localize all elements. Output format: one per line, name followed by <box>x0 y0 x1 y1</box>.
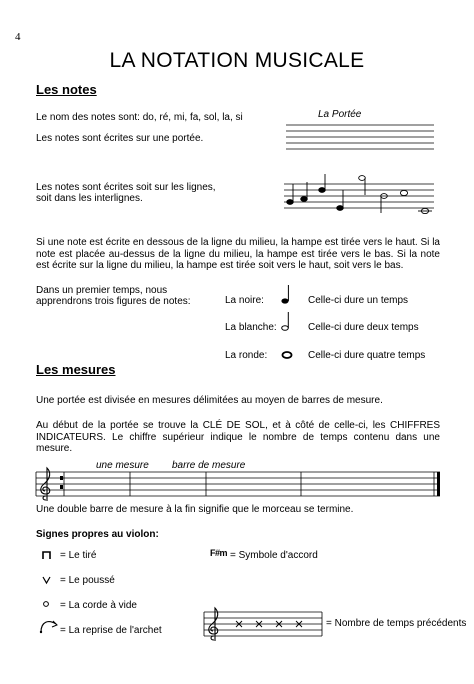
heading-violin-signs: Signes propres au violon: <box>36 529 159 540</box>
chord-symbol-label: = Symbole d'accord <box>230 550 318 561</box>
staff-label: La Portée <box>318 109 362 120</box>
figure-name-blanche: La blanche: <box>225 322 277 333</box>
notes-lines-text-2: soit dans les interlignes. <box>36 193 143 204</box>
mesures-text-1: Une portée est divisée en mesures délimitées au moyen de barres de mesure. <box>36 395 383 406</box>
page-title: LA NOTATION MUSICALE <box>109 49 365 72</box>
heading-notes: Les notes <box>36 82 97 97</box>
figures-intro-1: Dans un premier temps, nous <box>36 285 168 296</box>
sign-label-corde-vide: = La corde à vide <box>60 600 137 611</box>
notes-lines-text-1: Les notes sont écrites soit sur les lignes, <box>36 182 216 193</box>
previous-beats-staff <box>204 608 326 642</box>
sign-label-pousse: = Le poussé <box>60 575 115 586</box>
bow-retake-icon <box>38 618 60 634</box>
figure-desc-blanche: Celle-ci dure deux temps <box>308 322 419 333</box>
figure-name-noire: La noire: <box>225 295 264 306</box>
sign-label-reprise-archet: = La reprise de l'archet <box>60 625 162 636</box>
figure-desc-ronde: Celle-ci dure quatre temps <box>308 350 426 361</box>
mesures-text-2: Au début de la portée se trouve la CLÉ DE SOL, et à côté de celle-ci, les CHIFFRES INDICATEURS. Le chiffre supérieur indique le nombre de temps contenu dans une mesure. <box>36 420 440 454</box>
notes-names-text: Le nom des notes sont: do, ré, mi, fa, sol, la, si <box>36 112 243 123</box>
figures-intro-2: apprendrons trois figures de notes: <box>36 296 191 307</box>
heading-mesures: Les mesures <box>36 362 116 377</box>
mesures-text-3: Une double barre de mesure à la fin signifie que le morceau se termine. <box>36 504 354 515</box>
figure-name-ronde: La ronde: <box>225 350 268 361</box>
chord-symbol-icon: F#m <box>210 548 228 558</box>
label-barre-de-mesure: barre de mesure <box>172 460 246 471</box>
quarter-note-icon <box>280 284 292 306</box>
empty-staff <box>286 124 436 152</box>
notes-staff-text: Les notes sont écrites sur une portée. <box>36 133 204 144</box>
sign-label-tire: = Le tiré <box>60 550 97 561</box>
open-string-icon <box>42 600 50 608</box>
whole-note-icon <box>281 350 293 360</box>
page-number: 4 <box>15 31 21 43</box>
previous-beats-label: = Nombre de temps précédents <box>326 618 467 629</box>
half-note-icon <box>280 311 292 333</box>
figure-desc-noire: Celle-ci dure un temps <box>308 295 409 306</box>
stem-paragraph: Si une note est écrite en dessous de la ligne du milieu, la hampe est tirée vers le haut. Si la note est placée au-dessus de la ligne du milieu, la hampe est tirée vers le bas. Si la note est écrite sur la ligne du milieu, la hampe est tirée soit vers le haut, soit vers le bas. <box>36 237 440 271</box>
up-bow-icon <box>42 576 52 584</box>
label-une-mesure: une mesure <box>96 460 149 471</box>
measure-staff <box>36 470 442 502</box>
staff-with-notes <box>284 178 436 218</box>
down-bow-icon <box>42 551 52 559</box>
